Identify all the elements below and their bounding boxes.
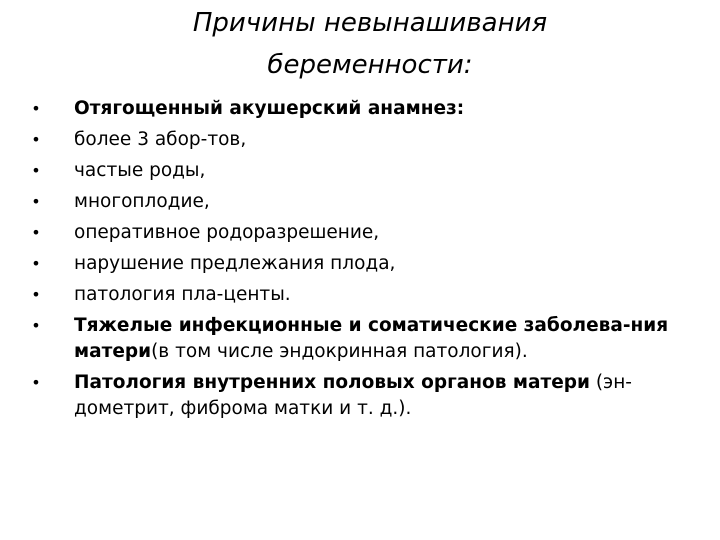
title-line-2: беременности: (267, 50, 473, 80)
item-bold-text: Тяжелые инфекционные и соматические заболева-ния матери (74, 315, 669, 362)
item-text: (эн-дометрит, фиброма матки и т. д.). (74, 372, 632, 419)
bullet-icon: • (31, 316, 41, 335)
slide-title (110, 2, 630, 86)
list-item (28, 127, 698, 153)
item-text: (в том числе эндокринная патология). (151, 341, 528, 362)
list-item (28, 370, 698, 422)
bullet-icon: • (31, 373, 41, 392)
list-item (28, 189, 698, 215)
list-item (28, 96, 698, 122)
cause-list (28, 96, 698, 427)
bullet-icon: • (31, 99, 41, 118)
item-text: частые роды, (74, 160, 206, 181)
list-item (28, 251, 698, 277)
item-bold-text: Отягощенный акушерский анамнез: (74, 98, 465, 119)
list-item (28, 282, 698, 308)
item-text: более 3 абор-тов, (74, 129, 247, 150)
list-item (28, 158, 698, 184)
title-line-1: Причины невынашивания (192, 8, 548, 38)
item-text: оперативное родоразрешение, (74, 222, 380, 243)
item-text: многоплодие, (74, 191, 210, 212)
list-item (28, 313, 698, 365)
bullet-icon: • (31, 130, 41, 149)
item-text: патология пла-центы. (74, 284, 291, 305)
bullet-icon: • (31, 254, 41, 273)
bullet-icon: • (31, 285, 41, 304)
item-text: нарушение предлежания плода, (74, 253, 396, 274)
item-bold-text: Патология внутренних половых органов матери (74, 372, 590, 393)
list-item (28, 220, 698, 246)
bullet-icon: • (31, 223, 41, 242)
bullet-icon: • (31, 192, 41, 211)
bullet-icon: • (31, 161, 41, 180)
